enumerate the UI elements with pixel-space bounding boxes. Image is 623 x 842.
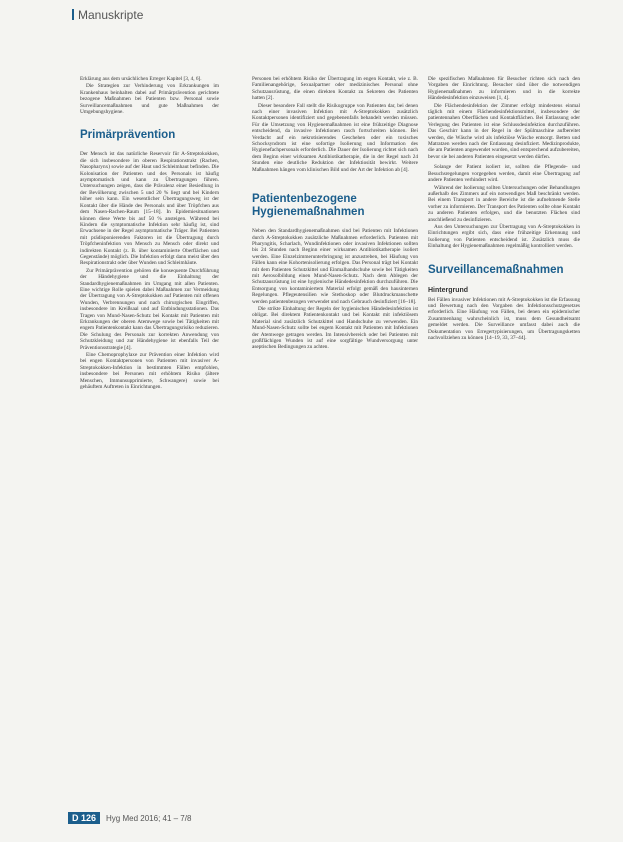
paragraph: Zur Primärprävention gehören die konsequente Durchführung der Händehygiene und die Einhaltung der Standardhygienemaßnahmen im Umgang mit allen Patienten. Eine wichtige Rolle spielen dabei Maßnahmen zur Vermeidung der Übertragung von A-Streptokokken auf Patienten mit offenen Wunden, Verbrennungen und nach chirurgischen Eingriffen, insbesondere im Kreißsaal und auf Entbindungsstationen. Das Tragen von Mund-Nasen-Schutz bei Kontakt mit Patienten mit Erkrankungen der oberen Atemwege sowie bei Tätigkeiten mit engem Patientenkontakt kann das Übertragungsrisiko reduzieren. Die Schulung des Personals zur korrekten Anwendung von Schutzkleidung und zur Händehygiene ist ebenfalls Teil der Präventionsstrategie [4]. xyxy=(80,267,219,351)
heading-patientenbezogene-hygiene: Patientenbezogene Hygienemaßnahmen xyxy=(252,193,365,219)
journal-citation: Hyg Med 2016; 41 – 7/8 xyxy=(106,813,192,823)
paragraph: Die Strategien zur Verhinderung von Erkrankungen im Krankenhaus beinhalten dabei auf Primärprävention gerichtete bezogene Maßnahmen bei Patienten bzw. Personal sowie Surveillancemaßnahmen und gute Maßnahmen der Umgebungshygiene. xyxy=(80,83,219,116)
page-footer xyxy=(68,812,191,824)
column-3 xyxy=(428,76,580,342)
section-title: Manuskripte xyxy=(78,8,144,22)
paragraph: Personen bei erhöhtem Risiko der Übertragung im engen Kontakt, wie z. B. Familienangehörige, Sexualpartner oder medizinisches Personal ohne Schutzausrüstung, die einen direkten Kontakt zu Sekreten des Patienten hatten [2]. xyxy=(252,76,418,102)
paragraph: Aus den Untersuchungen zur Übertragung von A-Streptokokken in Einrichtungen ergibt sich, dass eine frühzeitige Erkennung und Isolierung von Patienten entscheidend ist. Zusätzlich muss die Einhaltung der Hygienemaßnahmen regelmäßig kontrolliert werden. xyxy=(428,223,580,250)
page-number: D 126 xyxy=(68,812,100,824)
paragraph: Der Mensch ist das natürliche Reservoir für A-Streptokokken, die sich insbesondere im oberen Respirationstrakt (Rachen, Nasopharynx) sowie auf der Haut und Schleimhaut befinden. Die Kolonisation der Patienten und des Personals ist häufig asymptomatisch und kann zu Übertragungen führen. Untersuchungen zeigen, dass die Prävalenz einer Besiedlung in der Bevölkerung zwischen 5 und 20 % liegt und bei Kindern höher sein kann. Ein wesentlicher Übertragungsweg ist der Kontakt über die Hände des Personals und über Tröpfchen aus dem Nasen-Rachen-Raum [15–18]. In Epidemiesituationen können diese Werte bis auf 50 % ansteigen. Während bei Kindern die symptomatische Infektion sehr häufig ist, sind Erwachsene in der Regel asymptomatische Träger. Bei Patienten mit prädisponierenden Faktoren ist die Übertragung durch Tröpfcheninfektion von Mensch zu Mensch oder direkt und indirekten Kontakt (z. B. über kontaminierte Oberflächen und Gegenstände) möglich. Die Infektion erfolgt dann meist über den Respirationstrakt oder über Wunden und Schleimhäute. xyxy=(80,151,219,267)
heading-primaerpraevention: Primärprävention xyxy=(80,129,176,142)
column-2 xyxy=(252,76,418,352)
paragraph: Während der Isolierung sollten Untersuchungen oder Behandlungen außerhalb des Zimmers auf ein notwendiges Maß beschränkt werden. Bei einem Transport in andere Bereiche ist die aufnehmende Stelle vorher zu informieren. Der Transport des Patienten sollte ohne Kontakt zu anderen Patienten erfolgen, und die benutzten Flächen sind anschließend zu desinfizieren. xyxy=(428,184,580,223)
section-header xyxy=(72,8,143,22)
paragraph: Die Flächendesinfektion der Zimmer erfolgt mindestens einmal täglich mit einem Flächendesinfektionsmittel, insbesondere der patientennahen Oberflächen und Kontaktflächen. Bei Entlassung oder Verlegung des Patienten ist eine Schlussdesinfektion durchzuführen. Das Geschirr kann in der Regel in der Spülmaschine aufbereitet werden, die Wäsche wird als infektiöse Wäsche entsorgt. Betten und Matratzen werden nach der Entlassung desinfiziert. Medizinprodukte, die am Patienten angewendet wurden, sind entsprechend aufzubereiten, bevor sie bei anderen Patienten eingesetzt werden dürfen. xyxy=(428,102,580,160)
subheading-hintergrund: Hintergrund xyxy=(428,286,469,294)
paragraph: Erklärung aus dem ursächlichen Erreger Kapitel [3, 4, 6]. xyxy=(80,76,202,82)
paragraph: Solange der Patient isoliert ist, sollten die Pflegende- und Besuchsregelungen vorgegeben werden, damit eine Übertragung auf andere Patienten verhindert wird. xyxy=(428,164,580,184)
paragraph: Neben den Standardhygienemaßnahmen sind bei Patienten mit Infektionen durch A-Streptokokken zusätzliche Maßnahmen erforderlich. Patienten mit Pharyngitis, Scharlach, Wundinfektionen oder invasiven Infektionen sollten bis 24 Stunden nach Beginn einer wirksamen Antibiotikatherapie isoliert werden. Eine Einzelzimmerunterbringung ist anzustreben, bei Häufung von Fällen kann eine Kohortenisolierung erfolgen. Das Personal trägt bei Kontakt mit dem Patienten Schutzkittel und Einmalhandschuhe sowie bei Tätigkeiten mit Aerosolbildung einen Mund-Nasen-Schutz. Nach dem Ablegen der Schutzausrüstung ist eine hygienische Händedesinfektion durchzuführen. Die Entsorgung von kontaminiertem Material erfolgt gemäß den hausinternen Regelungen. Pflegeutensilien wie Stethoskop oder Blutdruckmanschette werden patientenbezogen verwendet und nach Gebrauch desinfiziert [16–18]. xyxy=(252,228,418,305)
heading-surveillancemassnahmen: Surveillancemaßnahmen xyxy=(428,263,564,276)
paragraph: Bei Fällen invasiver Infektionen mit A-Streptokokken ist die Erfassung und Bewertung nach den Vorgaben des Infektionsschutzgesetzes erforderlich. Eine Häufung von Fällen, bei denen ein epidemischer Zusammenhang wahrscheinlich ist, muss dem Gesundheitsamt gemeldet werden. Die Surveillance umfasst dabei auch die Dokumentation von Erregertypisierungen, um Übertragungsketten nachvollziehen zu können [14–19, 33, 37–44]. xyxy=(428,296,580,341)
paragraph: Die strikte Einhaltung der Regeln der hygienischen Händedesinfektion ist obligat. Bei direktem Patientenkontakt und bei Kontakt mit infektiösem Material sind zusätzlich Schutzkittel und Handschuhe zu verwenden. Ein Mund-Nasen-Schutz sollte bei engem Kontakt mit Patienten mit Infektionen der Atemwege getragen werden. Im Intensivbereich oder bei Patienten mit großflächigen Wunden ist auf eine sorgfältige Wundversorgung unter aseptischen Bedingungen zu achten. xyxy=(252,305,418,351)
paragraph: Die spezifischen Maßnahmen für Besucher richten sich nach den Vorgaben der Einrichtung. Besucher sind über die notwendigen Hygienemaßnahmen zu informieren und in die korrekte Händedesinfektion einzuweisen [1, 4]. xyxy=(428,76,580,102)
paragraph: Dieser besondere Fall stellt die Risikogruppe von Patienten dar, bei denen nach einer invasiven Infektion mit A-Streptokokken zusätzlich Kontaktpersonen identifiziert und gegebenenfalls behandelt werden müssen. Für die Umsetzung von Hygienemaßnahmen ist eine frühzeitige Diagnose entscheidend, da invasive Infektionen rasch fortschreiten können. Bei Verdacht auf ein nekrotisierendes Geschehen oder ein toxisches Schocksyndrom ist eine sofortige Isolierung und Information des Hygienefachpersonals erforderlich. Die Dauer der Isolierung richtet sich nach dem Beginn einer wirksamen Antibiotikatherapie, die in der Regel nach 24 Stunden eine deutliche Reduktion der Infektiosität bewirkt. Weitere Maßnahmen hängen vom klinischen Bild und der Art der Infektion ab [4]. xyxy=(252,102,418,173)
paragraph: Eine Chemoprophylaxe zur Prävention einer Infektion wird bei engen Kontaktpersonen von Patienten mit invasiver A-Streptokokken-Infektion in bestimmten Fällen empfohlen, insbesondere bei Personen mit erhöhtem Risiko (ältere Menschen, Immunsupprimierte, Schwangere) sowie bei gehäuftem Auftreten in Einrichtungen. xyxy=(80,352,219,391)
column-1 xyxy=(80,76,219,391)
header-bar xyxy=(72,9,74,20)
